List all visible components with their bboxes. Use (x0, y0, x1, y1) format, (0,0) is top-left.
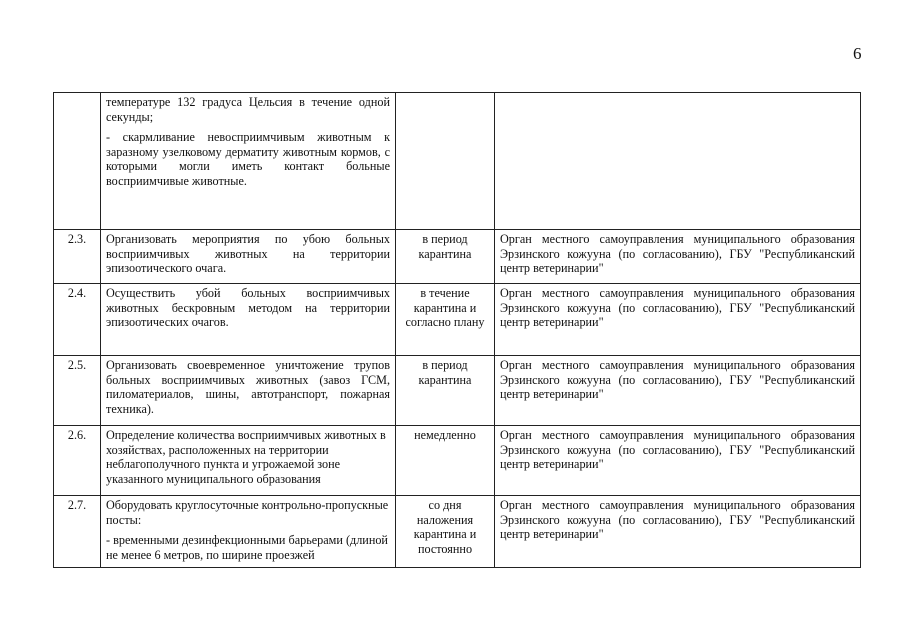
table-row (54, 496, 861, 568)
term-cell: в течение карантина и согласно плану (396, 284, 495, 356)
action-paragraph: - временными дезинфекционными барьерами (длиной не менее 6 метров, по ширине проезжей (106, 533, 388, 562)
table-row (54, 230, 861, 284)
term-cell: немедленно (396, 426, 495, 496)
measures-table (53, 92, 861, 568)
term-cell: со дня наложения карантина и постоянно (396, 496, 495, 568)
row-number: 2.7. (54, 496, 101, 568)
row-number: 2.5. (54, 356, 101, 426)
action-paragraph: Оборудовать круглосуточные контрольно-пропускные посты: (106, 498, 389, 527)
responsible-cell (495, 93, 861, 230)
action-cell: Организовать мероприятия по убою больных восприимчивых животных на территории эпизоотического очага. (101, 230, 396, 284)
action-cell (101, 496, 396, 568)
row-number: 2.6. (54, 426, 101, 496)
page-number: 6 (853, 44, 862, 63)
table-row (54, 426, 861, 496)
responsible-cell: Орган местного самоуправления муниципального образования Эрзинского кожууна (по согласованию), ГБУ "Республиканский центр ветеринарии" (495, 426, 861, 496)
row-number: 2.4. (54, 284, 101, 356)
action-cell (101, 93, 396, 230)
action-cell: Определение количества восприимчивых животных в хозяйствах, расположенных на территории неблагополучного пункта и угрожаемой зоне указанного муниципального образования (101, 426, 396, 496)
responsible-cell: Орган местного самоуправления муниципального образования Эрзинского кожууна (по согласованию), ГБУ "Республиканский центр ветеринарии" (495, 230, 861, 284)
action-cell: Осуществить убой больных восприимчивых животных бескровным методом на территории эпизоотических очагов. (101, 284, 396, 356)
action-cell: Организовать своевременное уничтожение трупов больных восприимчивых животных (завоз ГСМ, пиломатериалов, шины, автотранспорт, пожарная техника). (101, 356, 396, 426)
table-row (54, 356, 861, 426)
action-paragraph: - скармливание невосприимчивым животным к заразному узелковому дерматиту животным кормов, с которыми могли иметь контакт больные восприимчивые животные. (106, 130, 390, 188)
table-row-continued (54, 93, 861, 230)
action-paragraph: температуре 132 градуса Цельсия в течение одной секунды; (106, 95, 390, 124)
responsible-cell: Орган местного самоуправления муниципального образования Эрзинского кожууна (по согласованию), ГБУ "Республиканский центр ветеринарии" (495, 356, 861, 426)
row-number: 2.3. (54, 230, 101, 284)
responsible-cell: Орган местного самоуправления муниципального образования Эрзинского кожууна (по согласованию), ГБУ "Республиканский центр ветеринарии" (495, 284, 861, 356)
term-cell: в период карантина (396, 230, 495, 284)
row-number-cell (54, 93, 101, 230)
responsible-cell: Орган местного самоуправления муниципального образования Эрзинского кожууна (по согласованию), ГБУ "Республиканский центр ветеринарии" (495, 496, 861, 568)
term-cell (396, 93, 495, 230)
table-row (54, 284, 861, 356)
term-cell: в период карантина (396, 356, 495, 426)
